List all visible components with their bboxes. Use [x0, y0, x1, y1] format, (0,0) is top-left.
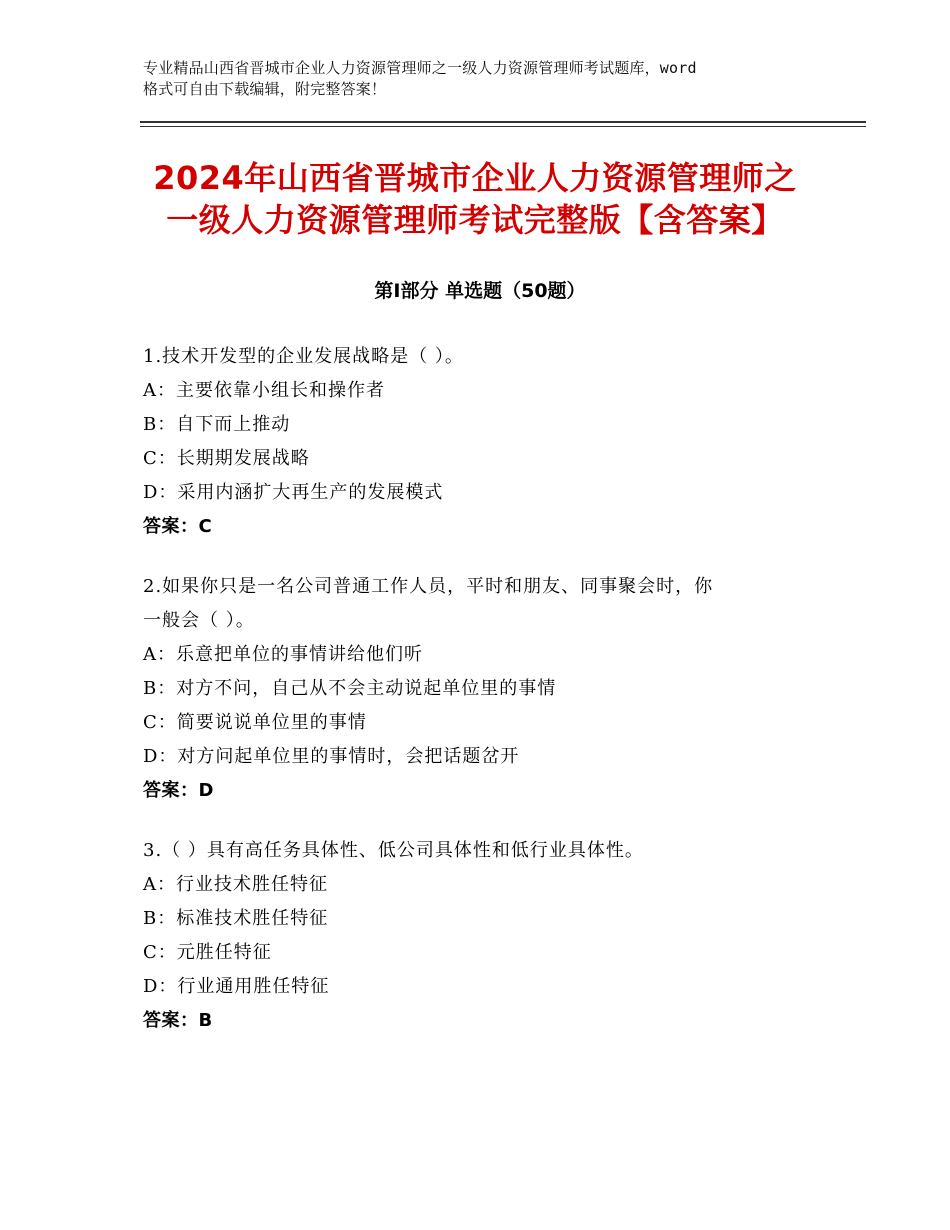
option-c: C：长期期发展战略 — [143, 448, 310, 469]
option-c: C：元胜任特征 — [143, 942, 272, 963]
question-stem: 1.技术开发型的企业发展战略是（ ）。 — [143, 346, 464, 367]
answer: 答案：C — [143, 516, 213, 537]
header-note-line2: 格式可自由下载编辑，附完整答案！ — [143, 80, 387, 98]
question-stem: 2.如果你只是一名公司普通工作人员，平时和朋友、同事聚会时，你 — [143, 576, 714, 597]
option-d: D：行业通用胜任特征 — [143, 976, 330, 997]
header-divider-thin — [140, 126, 866, 127]
option-a: A：行业技术胜任特征 — [143, 874, 328, 895]
question-2 — [143, 570, 823, 808]
option-d: D：对方问起单位里的事情时，会把话题岔开 — [143, 746, 520, 767]
header-note — [143, 58, 823, 100]
answer: 答案：B — [143, 1010, 213, 1031]
option-b: B：对方不问，自己从不会主动说起单位里的事情 — [143, 678, 557, 699]
option-a: A：主要依靠小组长和操作者 — [143, 380, 385, 401]
option-d: D：采用内涵扩大再生产的发展模式 — [143, 482, 444, 503]
question-stem-continued: 一般会（ ）。 — [143, 610, 255, 631]
option-c: C：简要说说单位里的事情 — [143, 712, 367, 733]
option-b: B：自下而上推动 — [143, 414, 291, 435]
answer: 答案：D — [143, 780, 214, 801]
question-1 — [143, 340, 823, 544]
header-note-line1: 专业精品山西省晋城市企业人力资源管理师之一级人力资源管理师考试题库，word — [143, 59, 697, 77]
question-list — [143, 340, 823, 1064]
document-title-line2: 一级人力资源管理师考试完整版【含答案】 — [166, 201, 784, 239]
header-divider-thick — [140, 121, 866, 123]
document-title — [120, 157, 830, 241]
option-a: A：乐意把单位的事情讲给他们听 — [143, 644, 423, 665]
question-stem: 3.（ ）具有高任务具体性、低公司具体性和低行业具体性。 — [143, 840, 644, 861]
option-b: B：标准技术胜任特征 — [143, 908, 329, 929]
question-3 — [143, 834, 823, 1038]
document-title-line1: 2024年山西省晋城市企业人力资源管理师之 — [153, 159, 797, 197]
section-title: 第Ⅰ部分 单选题（50题） — [374, 280, 586, 302]
